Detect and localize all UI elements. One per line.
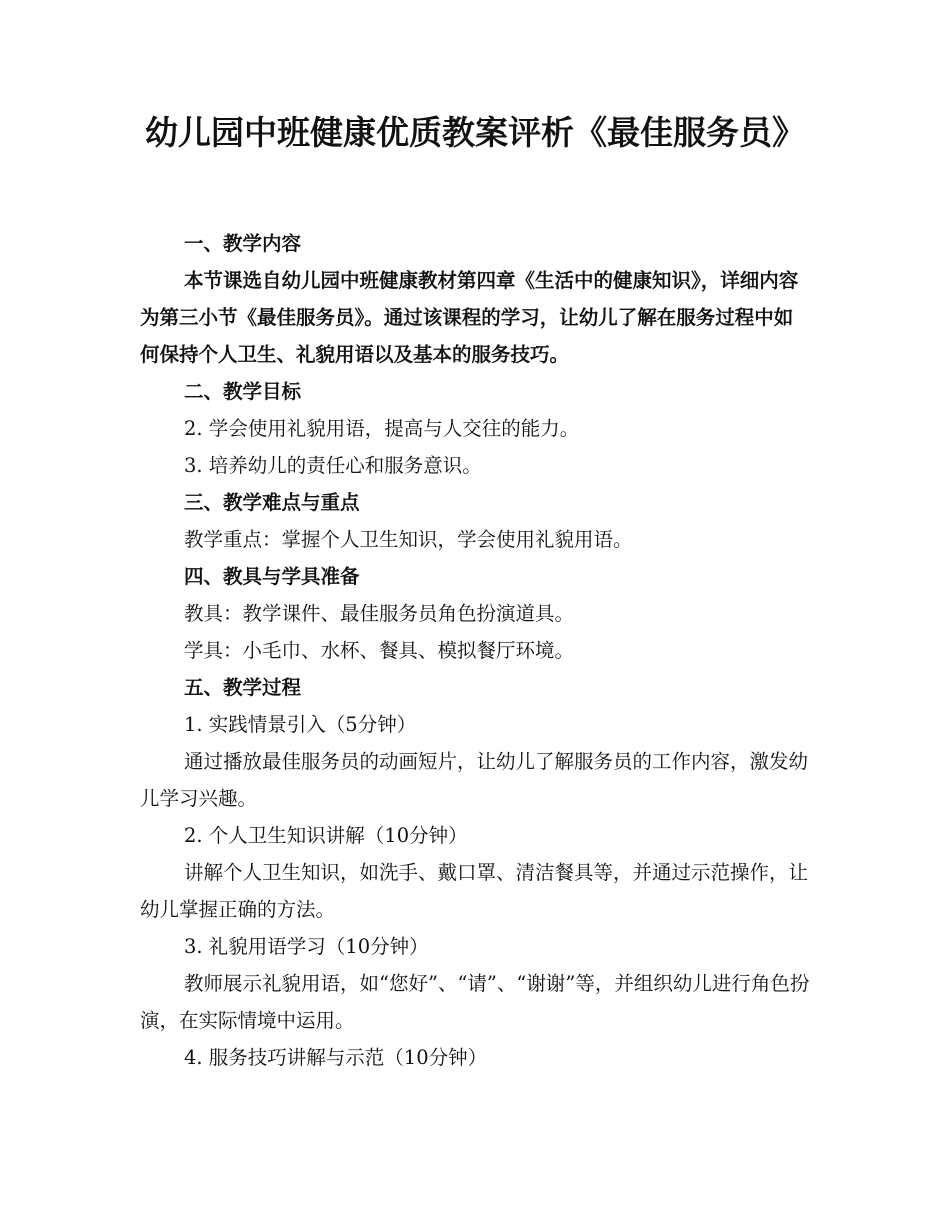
process-step-1-heading: 1. 实践情景引入（5分钟）: [184, 713, 417, 736]
objective-item-3: 3. 培养幼儿的责任心和服务意识。: [184, 454, 482, 477]
process-step-3-text: 教师展示礼貌用语，如“您好”、“请”、“谢谢”等，并组织幼儿进行角色扮演，在实际情境中运用。: [140, 972, 810, 1032]
section-heading-materials: 四、教具与学具准备: [184, 565, 360, 588]
section-content-paragraph: 本节课选自幼儿园中班健康教材第四章《生活中的健康知识》，详细内容为第三小节《最佳服务员》。通过该课程的学习，让幼儿了解在服务过程中如何保持个人卫生、礼貌用语以及基本的服务技巧。: [140, 269, 799, 366]
process-step-4-heading: 4. 服务技巧讲解与示范（10分钟）: [184, 1046, 488, 1069]
section-heading-objectives: 二、教学目标: [184, 380, 302, 403]
process-step-2-text: 讲解个人卫生知识，如洗手、戴口罩、清洁餐具等，并通过示范操作，让幼儿掌握正确的方法。: [140, 861, 809, 921]
process-step-1-text: 通过播放最佳服务员的动画短片，让幼儿了解服务员的工作内容，激发幼儿学习兴趣。: [140, 750, 809, 810]
teacher-materials-text: 教具：教学课件、最佳服务员角色扮演道具。: [184, 602, 575, 625]
student-materials-text: 学具：小毛巾、水杯、餐具、模拟餐厅环境。: [184, 639, 575, 662]
objective-item-2: 2. 学会使用礼貌用语，提高与人交往的能力。: [184, 417, 580, 440]
section-heading-content: 一、教学内容: [184, 232, 302, 255]
document-title: 幼儿园中班健康优质教案评析《最佳服务员》: [145, 113, 805, 152]
process-step-2-heading: 2. 个人卫生知识讲解（10分钟）: [184, 824, 468, 847]
section-heading-process: 五、教学过程: [184, 676, 302, 699]
key-points-text: 教学重点：掌握个人卫生知识，学会使用礼貌用语。: [184, 528, 633, 551]
process-step-3-heading: 3. 礼貌用语学习（10分钟）: [184, 935, 429, 958]
section-heading-key-points: 三、教学难点与重点: [184, 491, 360, 514]
